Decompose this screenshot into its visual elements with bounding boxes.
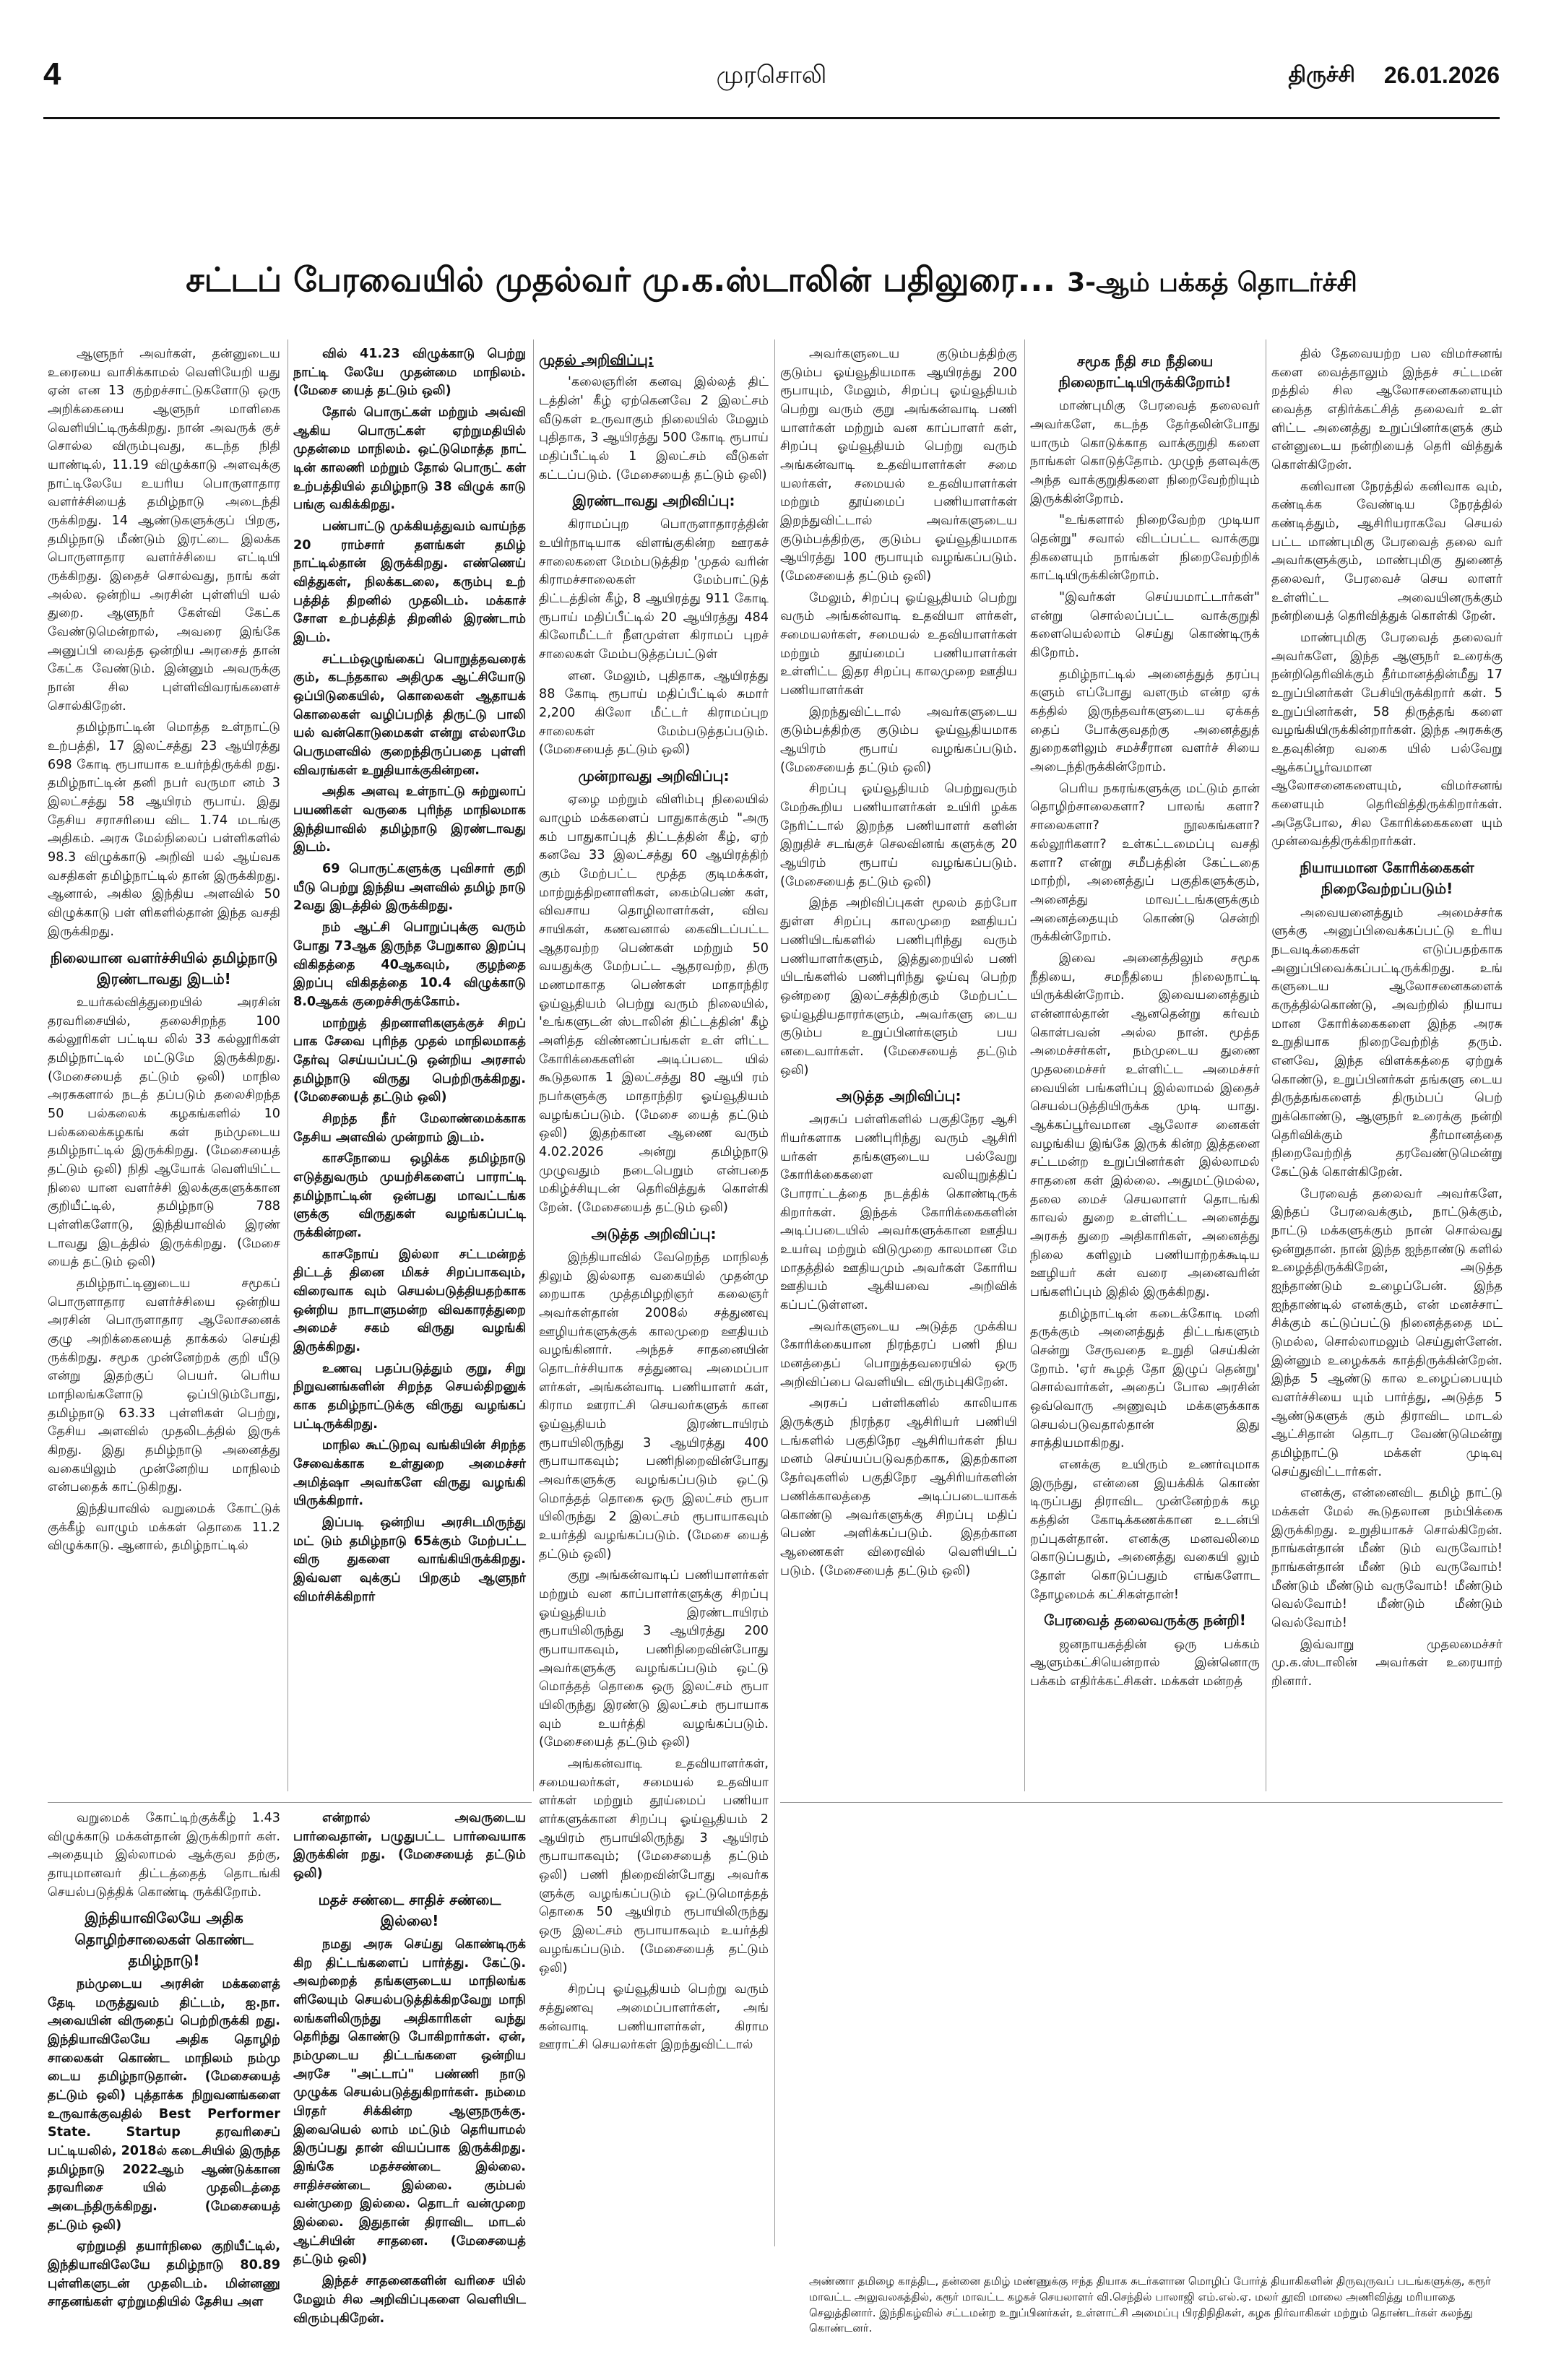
paragraph: இவ்வாறு முதலமைச்சர் மு.க.ஸ்டாலின் அவர்கள் உரையாற் றினார். (1271, 1637, 1503, 1689)
subheading: சமூக நீதி சம நீதியை நிலைநாட்டியிருக்கிறோம்! (1058, 352, 1232, 391)
column-divider (1024, 339, 1025, 1791)
paragraph: வறுமைக் கோட்டிற்குக்கீழ் 1.43 விழுக்காடு மக்கள்தான் இருக்கிறார் கள். அதையும் இல்லாமல் ஆக்குவ தற்கு, தாயுமானவர் திட்டத்தைத் தொடங்கி செயல்படுத்திக் கொண்டி ருக்கிறோம். (48, 1811, 280, 1900)
paragraph: என்றால் அவருடைய பார்வைதான், பழுதுபட்ட பார்வையாக இருக்கின் றது. (மேசையைத் தட்டும் ஒலி) (293, 1811, 526, 1882)
paragraph: காசநோயை ஒழிக்க தமிழ்நாடு எடுத்துவரும் முயற்சிகளைப் பாராட்டி தமிழ்நாட்டின் ஒன்பது மாவட்டங்க ளுக்கு விருதுகள் வழங்கப்பட்டி ருக்கின்றன. (293, 1151, 526, 1240)
paragraph: எனக்கு, என்னைவிட தமிழ் நாட்டு மக்கள் மேல் கூடுதலான நம்பிக்கை இருக்கிறது. உறுதியாகச் சொல்கிறேன். நாங்கள்தான் மீண் டும் வருவோம்! நாங்கள்தான் மீண் டும் வருவோம்! மீண்டும் மீண்டும் வருவோம்! மீண்டும் வெல்வோம்! மீண்டும் மீண்டும் வெல்வோம்! (1271, 1486, 1503, 1631)
article-column-4 (780, 345, 1017, 1793)
article-headline (43, 260, 1500, 318)
paragraph: அரசுப் பள்ளிகளில் காலியாக இருக்கும் நிரந்தர ஆசிரியர் பணியி டங்களில் பகுதிநேர ஆசிரியர்கள் நிய மனம் செய்யப்படுவதற்காக, இதற்கான தேர்வுகளில் பகுதிநேர ஆசிரியர்களின் பணிக்காலத்தை அடிப்படையாகக் கொண்டு அவர்களுக்கு சிறப்பு மதிப் பெண் அளிக்கப்படும். இதற்கான ஆணைகள் விரைவில் வெளியிடப் படும். (மேசையைத் தட்டும் ஒலி) (780, 1396, 1017, 1578)
paragraph: ஜனநாயகத்தின் ஒரு பக்கம் ஆளும்கட்சியென்றால் இன்னொரு பக்கம் எதிர்க்கட்சிகள். மக்கள் மன்றத் (1030, 1637, 1260, 1689)
subheading: இரண்டாவது அறிவிப்பு: (572, 492, 735, 510)
issue-date: 26.01.2026 (1383, 62, 1500, 88)
paragraph: இவை அனைத்திலும் சமூக நீதியை, சமநீதியை நிலைநாட்டி யிருக்கின்றோம். இவையனைத்தும் என்னால்தான் ஆனதென்று கர்வம் கொள்பவன் அல்ல நான். மூத்த அமைச்சர்கள், நம்முடைய துணை முதலமைச்சர் உள்ளிட்ட அமைச்சர் வையின் பங்களிப்பு இல்லாமல் இதைச் செயல்படுத்தியிருக்க முடி யாது. ஆக்கப்பூர்வமான ஆலோச னைகள் வழங்கிய இங்கே இருக் கின்ற இத்தனை சட்டமன்ற உறுப்பினர்கள் இல்லாமல் சாதனை கள் இல்லை. அதுமட்டுமல்ல, தலை மைச் செயலாளர் தொடங்கி காவல் துறை உள்ளிட்ட அனைத்து அரசுத் துறை அதிகாரிகள், அனைத்து நிலை களிலும் பணியாற்றக்கூடிய ஊழியர் கள் வரை அனைவரின் பங்களிப்பும் இதில் இருக்கிறது. (1030, 951, 1260, 1299)
subheading: அடுத்த அறிவிப்பு: (591, 1224, 717, 1242)
paragraph: நம் ஆட்சி பொறுப்புக்கு வரும் போது 73ஆக இருந்த பேறுகால இறப்பு விகிதத்தை 40ஆகவும், குழந்தை இறப்பு விகிதத்தை 10.4 விழுக்காடு 8.0ஆகக் குறைச்சிருக்கோம். (293, 920, 526, 1009)
paragraph: அங்கன்வாடி உதவியாளர்கள், சமையலர்கள், சமையல் உதவியா ளர்கள் மற்றும் தூய்மைப் பணியா ளர்களுக்கான சிறப்பு ஓய்வூதியம் 2 ஆயிரம் ரூபாயிலிருந்து 3 ஆயிரம் ரூபாயாகவும்; (மேசையைத் தட்டும் ஒலி) பணி நிறைவின்போது அவர்க ளுக்கு வழங்கப்படும் ஒட்டுமொத்தத் தொகை 50 ஆயிரம் ரூபாயிலிருந்து ஒரு இலட்சம் ரூபாயாகவும் உயர்த்தி வழங்கப்படும். (மேசையைத் தட்டும் ஒலி) (539, 1757, 769, 1976)
paragraph: சிறப்பு ஓய்வூதியம் பெற்றுவரும் மேற்கூறிய பணியாளர்கள் உயிரி ழக்க நேரிட்டால் இறந்த பணியாளர் களின் இறுதிச் சடங்குச் செலவினங் களுக்கு 20 ஆயிரம் ரூபாய் வழங்கப்படும். (மேசையைத் தட்டும் ஒலி) (780, 782, 1017, 889)
subheading: முதல் அறிவிப்பு: (539, 351, 654, 368)
article-column-1-lower (48, 1809, 280, 2310)
paragraph: அவையனைத்தும் அமைச்சர்க ளுக்கு அனுப்பிவைக்கப்பட்டு உரிய நடவடிக்கைகள் எடுப்பதற்காக அனுப்பிவைக்கப்பட்டிருக்கிறது. உங் களுடைய ஆலோசனைகளைக் கருத்தில்கொண்டு, அவற்றில் நியாய மான கோரிக்கைகளை இந்த அரசு உறுதியாக நிறைவேற்றித் தரும். எனவே, இந்த விளக்கத்தை ஏற்றுக் கொண்டு, உறுப்பினர்கள் தங்களு டைய திருத்தங்களைத் திரும்பப் பெற் றுக்கொண்டு, ஆளுநர் உரைக்கு நன்றி தெரிவிக்கும் தீர்மானத்தை நிறைவேற்றித் தரவேண்டுமென்று கேட்டுக் கொள்கிறேன். (1271, 905, 1503, 1180)
paragraph: கிராமப்புற பொருளாதாரத்தின் உயிர்நாடியாக விளங்குகின்ற ஊரகச் சாலைகளை மேம்படுத்திற 'முதல் வரின் கிராமச்சாலைகள் மேம்பாட்டுத் திட்டத்தின் கீழ், 8 ஆயிரத்து 911 கோடி ரூபாய் மதிப்பீட்டில் 20 ஆயிரத்து 484 கிலோமீட்டர் நீளமுள்ள கிராமப் புறச் சாலைகள் மேம்படுத்தப்பட்டுள் (539, 517, 769, 662)
subheading: பேரவைத் தலைவருக்கு நன்றி! (1044, 1611, 1246, 1630)
paragraph: இந்தியாவில் வறுமைக் கோட்டுக் குக்கீழ் வாழும் மக்கள் தொகை 11.2 விழுக்காடு. ஆனால், தமிழ்நாட்டில் (48, 1502, 280, 1554)
paragraph: தோல் பொருட்கள் மற்றும் அவ்வி ஆகிய பொருட்கள் ஏற்றுமதியில் முதன்மை மாநிலம். ஒட்டுமொத்த நாட் டின் காலணி மற்றும் தோல் பொருட் கள் உற்பத்தியில் தமிழ்நாடு 38 விழுக் காடு பங்கு வகிக்கிறது. (293, 405, 526, 513)
header-rule (43, 117, 1500, 119)
subheading: நியாயமான கோரிக்கைகள் நிறைவேற்றப்படும்! (1300, 859, 1474, 898)
paragraph: ஆளுநர் அவர்கள், தன்னுடைய உரையை வாசிக்காமல் வெளியேறி யது ஏன் என 13 குற்றச்சாட்டுகளோடு ஒரு அறிக்கையை ஆளுநர் மாளிகை வெளியிட்டிருக்கிறது. நான் அவருக் குச் சொல்ல விரும்புவது, கடந்த நிதி யாண்டில், 11.19 விழுக்காடு அளவுக்கு நாட்டிலேயே உயரிய பொருளாதார வளர்ச்சியைத் தமிழ்நாடு அடைந்தி ருக்கிறது. 14 ஆண்டுகளுக்குப் பிறகு, தமிழ்நாடு மீண்டும் இரட்டை இலக்க பொருளாதார வளர்ச்சியை எட்டியி ருக்கிறது. இதைச் சொல்வது, நாங் கள் அல்ல. ஒன்றிய அரசின் புள்ளியி யல் துறை. ஆளுநர் கேள்வி கேட்க வேண்டுமென்றால், அவரை இங்கே அனுப்பி வைத்த ஒன்றிய அரசைத் தான் கேட்க வேண்டும். இன்னும் அவருக்கு நான் சில புள்ளிவிவரங்களைச் சொல்கிறேன். (48, 347, 280, 714)
column-divider (533, 339, 534, 1791)
section-divider (780, 1802, 1503, 1803)
paragraph: அவர்களுடைய குடும்பத்திற்கு குடும்ப ஓய்வூதியமாக ஆயிரத்து 200 ரூபாயும், மேலும், சிறப்பு ஓய்வூதியம் பெற்று வரும் குறு அங்கன்வாடி பணி யாளர்கள் மற்றும் வன காப்பாளர் கள், சிறப்பு ஓய்வூதியம் பெற்று வரும் அங்கன்வாடி உதவியாளர்கள் சமை யலர்கள், சமையல் உதவியாளர்கள் மற்றும் தூய்மைப் பணியாளர்கள் இறந்துவிட்டால் அவர்களுடைய குடும்பத்திற்கு, குடும்ப ஓய்வூதியமாக ஆயிரத்து 100 ரூபாயும் வழங்கப்படும். (மேசையைத் தட்டும் ஒலி) (780, 347, 1017, 584)
paragraph: காசநோய் இல்லா சட்டமன்றத் திட்டத் தினை மிகச் சிறப்பாகவும், விரைவாக வும் செயல்படுத்தியதற்காக ஒன்றிய நாடாளுமன்ற விவகாரத்துறை அமைச் சகம் விருது வழங்கி இருக்கிறது. (293, 1247, 526, 1354)
newspaper-name: முரசொலி (716, 61, 827, 90)
section-divider (48, 1802, 532, 1803)
paragraph: "இவர்கள் செய்யமாட்டார்கள்" என்று சொல்லப்பட்ட வாக்குறுதி களையெல்லாம் செய்து கொண்டிருக் கிறோம். (1030, 590, 1260, 661)
column-divider (774, 339, 775, 2246)
paragraph: தில் தேவையற்ற பல விமர்சனங் களை வைத்தாலும் இந்தச் சட்டமன் றத்தில் சில ஆலோசனைகளையும் வைத்த எதிர்க்கட்சித் தலைவர் உள் ளிட்ட அனைத்து உறுப்பினர்களுக் கும் என்னுடைய நன்றியைத் தெரி வித்துக் கொள்கிறேன். (1271, 347, 1503, 473)
photo-caption: அண்ணா தமிழை காத்திட, தன்னை தமிழ் மண்ணுக்கு ஈந்த தியாக சுடர்களான மொழிப் போர்த் தியாகிகளின் திருவுருவப் படங்களுக்கு, கரூர் மாவட்ட அலுவலகத்தில், கரூர் மாவட்ட கழகச் செயலாளர் வி.செந்தில் பாலாஜி எம்.எல்.ஏ. மலர் தூவி மாலை அணிவித்து மரியாதை செலுத்தினார். இந்நிகழ்வில் சட்டமன்ற உறுப்பினர்கள், உள்ளாட்சி அமைப்பு பிரதிநிதிகள், கழக நிர்வாகிகள் மற்றும் தொண்டர்கள் கலந்து கொண்டனர். (809, 2275, 1491, 2335)
article-column-2-lower (293, 1809, 526, 2326)
paragraph: குறு அங்கன்வாடிப் பணியாளர்கள் மற்றும் வன காப்பாளர்களுக்கு சிறப்பு ஓய்வூதியம் இரண்டாயிரம் ரூபாயிலிருந்து 3 ஆயிரத்து 200 ரூபாயாகவும், பணிநிறைவின்போது அவர்களுக்கு வழங்கப்படும் ஒட்டு மொத்தத் தொகை ஒரு இலட்சம் ரூபா யிலிருந்து இரண்டு இலட்சம் ரூபாயாக வும் உயர்த்தி வழங்கப்படும். (மேசையைத் தட்டும் ஒலி) (539, 1568, 769, 1750)
paragraph: பேரவைத் தலைவர் அவர்களே, இந்தப் பேரவைக்கும், நாட்டுக்கும், நாட்டு மக்களுக்கும் நான் சொல்வது ஒன்றுதான். நான் இந்த ஐந்தாண்டு களில் உழைத்திருக்கிறேன், அடுத்த ஐந்தாண்டும் உழைப்பேன். இந்த ஐந்தாண்டில் எனக்கும், என் மனச்சாட் சிக்கும் கட்டுப்பட்டு நினைத்ததை மட் டுமல்ல, சொல்லாமலும் செய்துள்ளேன். இன்னும் உழைக்கக் காத்திருக்கின்றேன். இந்த 5 ஆண்டு கால உழைப்பையும் வளர்ச்சியை யும் பார்த்து, அடுத்த 5 ஆண்டுகளுக் கும் திராவிட மாடல் ஆட்சிதான் தொடர வேண்டுமென்று தமிழ்நாட்டு மக்கள் முடிவு செய்துவிட்டார்கள். (1271, 1186, 1503, 1479)
paragraph: தமிழ்நாட்டின் கடைக்கோடி மனி தருக்கும் அனைத்துத் திட்டங்களும் சென்று சேருவதை உறுதி செய்கின் றோம். 'ஏர் கூழத் தோ இழுப் தென்று' சொல்வார்கள், அதைப் போல அரசின் ஒவ்வொரு அணுவும் மக்களுக்காக செயல்படுவதால்தான் இது சாத்தியமாகிறது. (1030, 1306, 1260, 1451)
paragraph: அதிக அளவு உள்நாட்டு சுற்றுலாப் பயணிகள் வருகை புரிந்த மாநிலமாக இந்தியாவில் தமிழ்நாடு இரண்டாவது இடம். (293, 784, 526, 855)
edition-name: திருச்சி (1288, 62, 1355, 87)
paragraph: மேலும், சிறப்பு ஓய்வூதியம் பெற்று வரும் அங்கன்வாடி உதவியா ளர்கள், சமையலர்கள், சமையல் உதவியாளர்கள் மற்றும் தூய்மைப் பணியாளர்கள் உள்ளிட்ட இதர சிறப்பு காலமுறை ஊதிய பணியாளர்கள் (780, 590, 1017, 698)
paragraph: ளன. மேலும், புதிதாக, ஆயிரத்து 88 கோடி ரூபாய் மதிப்பீட்டில் சுமார் 2,200 கிலோ மீட்டர் கிராமப்புற சாலைகள் மேம்படுத்தப்படும். (மேசையைத் தட்டும் ஒலி) (539, 668, 769, 758)
paragraph: இந்த அறிவிப்புகள் மூலம் தற்போ துள்ள சிறப்பு காலமுறை ஊதியப் பணியிடங்களில் பணிபுரிந்து வரும் பணியாளர்களும், இத்துறையில் பணி யிடங்களில் பணிபுரிந்து ஓய்வு பெற்ற ஒன்றரை இலட்சத்திற்கும் மேற்பட்ட ஓய்வூதியதாரர்களும், அவர்களு டைய குடும்ப உறுப்பினர்களும் பய னடைவார்கள். (மேசையைத் தட்டும் ஒலி) (780, 896, 1017, 1078)
article-column-6 (1271, 345, 1503, 1793)
paragraph: கனிவான நேரத்தில் கனிவாக வும், கண்டிக்க வேண்டிய நேரத்தில் கண்டித்தும், ஆசிரியராகவே செயல் பட்ட மாண்புமிகு பேரவைத் தலை வர் அவர்களுக்கும், மாண்புமிகு துணைத் தலைவர், பேரவைச் செய லாளர் உள்ளிட்ட அவையினருக்கும் நன்றியைத் தெரிவித்துக் கொள்கி றேன். (1271, 479, 1503, 624)
paragraph: தமிழ்நாட்டில் அனைத்துத் தரப்பு களும் எப்போது வளரும் என்ற ஏக் கத்தில் இருந்தவர்களுடைய ஏக்கத் தைப் போக்குவதற்கு அனைத்துத் துறைகளிலும் சமச்சீரான வளர்ச் சியை அடைந்திருக்கின்றோம். (1030, 667, 1260, 775)
article-column-2 (293, 345, 526, 1793)
subheading: முன்றாவது அறிவிப்பு: (578, 767, 730, 785)
paragraph: மாநில கூட்டுறவு வங்கியின் சிறந்த சேவைக்காக உள்துறை அமைச்சர் அமித்ஷா அவர்களே விருது வழங்கி யிருக்கிறார். (293, 1438, 526, 1509)
paragraph: மாண்புமிகு பேரவைத் தலைவர் அவர்களே, இந்த ஆளுநர் உரைக்கு நன்றிதெரிவிக்கும் தீர்மானத்தின்மீது 17 உறுப்பினர்கள் பேசியிருக்கிறார் கள். 5 உறுப்பினர்கள், 58 திருத்தங் களை வழங்கியிருக்கின்றார்கள். இந்த அரசுக்கு உதவுகின்ற வகை யில் பல்வேறு ஆக்கப்பூர்வமான ஆலோசனைகளையும், விமர்சனங் களையும் தெரிவித்திருக்கிறார்கள். அதேபோல, சில கோரிக்கைகளை யும் முன்வைத்திருக்கிறார்கள். (1271, 631, 1503, 849)
article-column-1 (48, 345, 280, 1793)
subheading: அடுத்த அறிவிப்பு: (836, 1087, 961, 1105)
paragraph: பெரிய நகரங்களுக்கு மட்டும் தான் தொழிற்சாலைகளா? பாலங் களா? சாலைகளா? நூலகங்களா? கல்லூரிகளா? உள்கட்டமைப்பு வசதி களா? என்று சமீபத்தின் கேட்டதை மாற்றி, அனைத்துப் பகுதிகளுக்கும், அனைத்து மாவட்டங்களுக்கும் அனைத்தையும் கொண்டு சென்றி ருக்கின்றோம். (1030, 781, 1260, 945)
paragraph: ஏற்றுமதி தயார்நிலை குறியீட்டில், இந்தியாவிலேயே தமிழ்நாடு 80.89 புள்ளிகளுடன் முதலிடம். மின்னணு சாதனங்கள் ஏற்றுமதியில் தேசிய அள (48, 2239, 280, 2310)
paragraph: இந்தச் சாதனைகளின் வரிசை யில் மேலும் சில அறிவிப்புகளை வெளியிட விரும்புகிறேன். (293, 2274, 526, 2326)
headline-main: சட்டப் பேரவையில் முதல்வர் மு.க.ஸ்டாலின் பதிலுரை... (186, 260, 1056, 299)
subheading: மதச் சண்டை சாதிச் சண்டை இல்லை! (318, 1890, 501, 1929)
paragraph: அரசுப் பள்ளிகளில் பகுதிநேர ஆசி ரியர்களாக பணிபுரிந்து வரும் ஆசிரி யர்கள் தங்களுடைய பல்வேறு கோரிக்கைகளை வலியுறுத்திப் போராட்டத்தை நடத்திக் கொண்டிருக் கிறார்கள். இந்தக் கோரிக்கைகளின் அடிப்படையில் அவர்களுக்கான ஊதிய உயர்வு மற்றும் விடுமுறை காலமான மே மாதத்தில் ஊதியமும் அவர்கள் கோரிய ஊதியம் ஆகியவை அறிவிக் கப்பட்டுள்ளன. (780, 1112, 1017, 1313)
headline-continuation: 3-ஆம் பக்கத் தொடர்ச்சி (1067, 268, 1357, 298)
subheading: நிலையான வளர்ச்சியில் தமிழ்நாடு இரண்டாவது இடம்! (50, 948, 278, 987)
paragraph: "உங்களால் நிறைவேற்ற முடியா தென்று" சவால் விடப்பட்ட வாக்குறு திகளையும் நாங்கள் நிறைவேற்றிக் காட்டியிருக்கின்றோம். (1030, 513, 1260, 584)
paragraph: ஏழை மற்றும் விளிம்பு நிலையில் வாழும் மக்களைப் பாதுகாக்கும் "அரு கம் பாதுகாப்புத் திட்டத்தின் கீழ், ஏற் கனவே 33 இலட்சத்து 60 ஆயிரத்திற் கும் மேற்பட்ட மூத்த குடிமக்கள், மாற்றுத்திறனாளிகள், கைம்பெண் கள், விவசாய தொழிலாளர்கள், விவ சாயிகள், கணவனால் கைவிடப்பட்ட ஆதரவற்ற பெண்கள் மற்றும் 50 வயதுக்கு மேற்பட்ட ஆதரவற்ற, திரு மணமாகாத பெண்கள் மாதாந்திர ஓய்வூதியம் பெற்று வரும் நிலையில், 'உங்களுடன் ஸ்டாலின் திட்டத்தின்' கீழ் அளித்த விண்ணப்பங்கள் உள் ளிட்ட கோரிக்கைகளின் அடிப்படை யில் கூடுதலாக 1 இலட்சத்து 80 ஆயி ரம் நபர்களுக்கு மாதாந்திர ஓய்வூதியம் வழங்கப்படும். (மேசை யைத் தட்டும் ஒலி) இதற்கான ஆணை வரும் 4.02.2026 அன்று தமிழ்நாடு முழுவதும் நடைபெறும் என்பதை மகிழ்ச்சியுடன் தெரிவித்துக் கொள்கி றேன். (மேசையைத் தட்டும் ஒலி) (539, 792, 769, 1216)
paragraph: இப்படி ஒன்றிய அரசிடமிருந்து மட் டும் தமிழ்நாடு 65க்கும் மேற்பட்ட விரு துகளை வாங்கியிருக்கிறது. இவ்வள வுக்குப் பிறகும் ஆளுநர் விமர்சிக்கிறார் (293, 1515, 526, 1604)
subheading: இந்தியாவிலேயே அதிக தொழிற்சாலைகள் கொண்ட தமிழ்நாடு! (74, 1909, 254, 1969)
paragraph: உணவு பதப்படுத்தும் குறு, சிறு நிறுவனங்களின் சிறந்த செயல்திறனுக் காக தமிழ்நாட்டுக்கு விருது வழங்கப் பட்டிருக்கிறது. (293, 1361, 526, 1432)
paragraph: 69 பொருட்களுக்கு புவிசார் குறி யீடு பெற்று இந்திய அளவில் தமிழ் நாடு 2வது இடத்தில் இருக்கிறது. (293, 862, 526, 914)
paragraph: உயர்கல்வித்துறையில் அரசின் தரவரிசையில், தலைசிறந்த 100 கல்லூரிகள் பட்டிய லில் 33 கல்லூரிகள் தமிழ்நாட்டில் மட்டுமே இருக்கிறது. (மேசையைத் தட்டும் ஒலி) மாநில அரசுகளால் நடத் தப்படும் தலைசிறந்த 50 பல்கலைக் கழகங்களில் 10 பல்கலைக்கழகங் கள் நம்முடைய தமிழ்நாட்டில் இருக்கிறது. (மேசையைத் தட்டும் ஒலி) நிதி ஆயோக் வெளியிட்ட நிலை யான வளர்ச்சி இலக்குகளுக்கான குறியீட்டில், தமிழ்நாடு 788 புள்ளிகளோடு, இந்தியாவில் இரண் டாவது இடத்தில் இருக்கிறது. (மேசை யைத் தட்டும் ஒலி) (48, 995, 280, 1270)
paragraph: இந்தியாவில் வேறெந்த மாநிலத் திலும் இல்லாத வகையில் முதன்மு றையாக முத்தமிழறிஞர் கலைஞர் அவர்கள்தான் 2008ல் சத்துணவு ஊழியர்களுக்குக் காலமுறை ஊதியம் வழங்கினார். அந்தச் சாதனையின் தொடர்ச்சியாக சத்துணவு அமைப்பா ளர்கள், அங்கன்வாடி பணியாளர் கள், கிராம ஊராட்சி செயலர்களுக் கான ஓய்வூதியம் இரண்டாயிரம் ரூபாயிலிருந்து 3 ஆயிரத்து 400 ரூபாயாகவும்; பணிநிறைவின்போது அவர்களுக்கு வழங்கப்படும் ஒட்டு மொத்தத் தொகை ஒரு இலட்சம் ரூபா யிலிருந்து 2 இலட்சம் ரூபாயாகவும் உயர்த்தி வழங்கப்படும். (மேசை யைத் தட்டும் ஒலி) (539, 1250, 769, 1562)
paragraph: தமிழ்நாட்டின் மொத்த உள்நாட்டு உற்பத்தி, 17 இலட்சத்து 23 ஆயிரத்து 698 கோடி ரூபாயாக உயர்ந்திருக்கி றது. தமிழ்நாட்டின் தனி நபர் வருமா னம் 3 இலட்சத்து 58 ஆயிரம் ரூபாய். இது தேசிய சராசரியை விட 1.74 மடங்கு அதிகம். அரசு மேல்நிலைப் பள்ளிகளில் 98.3 விழுக்காடு அறிவி யல் ஆய்வக வசதிகள் தமிழ்நாட்டில் தான் இருக்கிறது. ஆனால், அகில இந்திய அளவில் 50 விழுக்காடு பள் ளிகளில்தான் இந்த வசதி இருக்கிறது. (48, 720, 280, 939)
paragraph: சட்டம்ஒழுங்கைப் பொறுத்தவரைக் கும், கடந்தகால அதிமுக ஆட்சியோடு ஒப்பிடுகையில், கொலைகள் ஆதாயக் கொலைகள் வழிப்பறித் திருட்டு பாலி யல் வன்கொடுமைகள் என்று எல்லாமே பெருமளவில் குறைந்திருப்பதை புள்ளி விவரங்கள் உறுதியாக்குகின்றன. (293, 652, 526, 778)
paragraph: வில் 41.23 விழுக்காடு பெற்று நாட்டி லேயே முதன்மை மாநிலம். (மேசை யைத் தட்டும் ஒலி) (293, 347, 526, 399)
paragraph: நமது அரசு செய்து கொண்டிருக் கிற திட்டங்களைப் பார்த்து. கேட்டு. அவற்றைத் தங்களுடைய மாநிலங்க ளிலேயும் செயல்படுத்திக்கிறவேறு மாநி லங்களிலிருந்து அதிகாரிகள் வந்து தெரிந்து கொண்டு போகிறார்கள். ஏன், நம்முடைய திட்டங்களை ஒன்றிய அரசே "அட்டாப்" பண்ணி நாடு முழுக்க செயல்படுத்துகிறார்கள். நம்மை பிரதர் சிக்கின்ற ஆளுநருக்கு. இவையெல் லாம் மட்டும் தெரியாமல் இருப்பது தான் வியப்பாக இருக்கிறது. இங்கே மதச்சண்டை இல்லை. சாதிச்சண்டை இல்லை. கும்பல் வன்முறை இல்லை. தொடர் வன்முறை இல்லை. இதுதான் திராவிட மாடல் ஆட்சியின் சாதனை. (மேசையைத் தட்டும் ஒலி) (293, 1937, 526, 2267)
paragraph: மாற்றுத் திறனாளிகளுக்குச் சிறப் பாக சேவை புரிந்த முதல் மாநிலமாகத் தேர்வு செய்யப்பட்டு ஒன்றிய அரசால் தமிழ்நாடு விருது பெற்றிருக்கிறது. (மேசையைத் தட்டும் ஒலி) (293, 1016, 526, 1105)
article-column-3 (539, 345, 769, 2245)
paragraph: தமிழ்நாட்டினுடைய சமூகப் பொருளாதார வளர்ச்சியை ஒன்றிய அரசின் பொருளாதார ஆலோசனைக் குழு அறிக்கையைத் தாக்கல் செய்தி ருக்கிறது. சமூக முன்னேற்றக் குறி யீடு என்று இதற்குப் பெயர். பெரிய மாநிலங்களோடு ஒப்பிடும்போது, தமிழ்நாடு 63.33 புள்ளிகள் பெற்று, தேசிய அளவில் முதலிடத்தில் இருக் கிறது. இது தமிழ்நாடு அனைத்து வகையிலும் முன்னேறிய மாநிலம் என்பதைக் காட்டுகிறது. (48, 1276, 280, 1495)
page-header (43, 56, 1500, 107)
paragraph: நம்முடைய அரசின் மக்களைத் தேடி மருத்துவம் திட்டம், ஐ.நா. அவையின் விருதைப் பெற்றிருக்கி றது. இந்தியாவிலேயே அதிக தொழிற் சாலைகள் கொண்ட மாநிலம் நம்மு டைய தமிழ்நாடுதான். (மேசையைத் தட்டும் ஒலி) புத்தாக்க நிறுவனங்களை உருவாக்குவதில் Best Performer State. Startup தரவரிசைப் பட்டியலில், 2018ல் கடைசியில் இருந்த தமிழ்நாடு 2022ஆம் ஆண்டுக்கான தரவரிசை யில் முதலிடத்தை அடைந்திருக்கிறது. (மேசையைத் தட்டும் ஒலி) (48, 1976, 280, 2233)
article-column-5 (1030, 345, 1260, 1793)
paragraph: மாண்புமிகு பேரவைத் தலைவர் அவர்களே, கடந்த தேர்தலின்போது யாரும் கொடுக்காத வாக்குறுதி களை நாங்கள் கொடுத்தோம். முழுந் தளவுக்கு அந்த வாக்குறுதிகளை நிறைவேற்றியும் இருக்கின்றோம். (1030, 399, 1260, 506)
paragraph: இறந்துவிட்டால் அவர்களுடைய குடும்பத்திற்கு குடும்ப ஓய்வூதியமாக ஆயிரம் ரூபாய் வழங்கப்படும். (மேசையைத் தட்டும் ஒலி) (780, 704, 1017, 775)
paragraph: பண்பாட்டு முக்கியத்துவம் வாய்ந்த 20 ராம்சார் தளங்கள் தமிழ் நாட்டில்தான் இருக்கிறது. எண்ணெய் வித்துகள், நிலக்கடலை, கரும்பு உற் பத்தித் திறனில் முதலிடம். மக்காச் சோள உற்பத்தித் திறனில் இரண்டாம் இடம். (293, 519, 526, 646)
paragraph: எனக்கு உயிரும் உணர்வுமாக இருந்து, என்னை இயக்கிக் கொண் டிருப்பது திராவிட முன்னேற்றக் கழ கத்தின் கோடிக்கணக்கான உடன்பி றப்புகள்தான். எனக்கு மனவலிமை கொடுப்பதும், அனைத்து வகையி லும் தோள் கொடுப்பதும் எங்களோட தோழமைக் கட்சிகள்தான்! (1030, 1458, 1260, 1602)
page-number: 4 (43, 56, 61, 92)
paragraph: சிறந்த நீர் மேலாண்மைக்காக தேசிய அளவில் முன்றாம் இடம். (293, 1111, 526, 1145)
paragraph: அவர்களுடைய அடுத்த முக்கிய கோரிக்கையான நிரந்தரப் பணி நிய மனத்தைப் பொறுத்தவரையில் ஒரு அறிவிப்பை வெளியிட விரும்புகிறேன். (780, 1319, 1017, 1390)
paragraph: சிறப்பு ஓய்வூதியம் பெற்று வரும் சத்துணவு அமைப்பாளர்கள், அங் கன்வாடி பணியாளர்கள், கிராம ஊராட்சி செயலர்கள் இறந்துவிட்டால் (539, 1982, 769, 2053)
paragraph: 'கலைஞரின் கனவு இல்லத் திட் டத்தின்' கீழ் ஏற்கெனவே 2 இலட்சம் வீடுகள் உருவாகும் நிலையில் மேலும் புதிதாக, 3 ஆயிரத்து 500 கோடி ரூபாய் மதிப்பீட்டில் 1 இலட்சம் வீடுகள் கட்டப்படும். (மேசையைத் தட்டும் ஒலி) (539, 375, 769, 483)
